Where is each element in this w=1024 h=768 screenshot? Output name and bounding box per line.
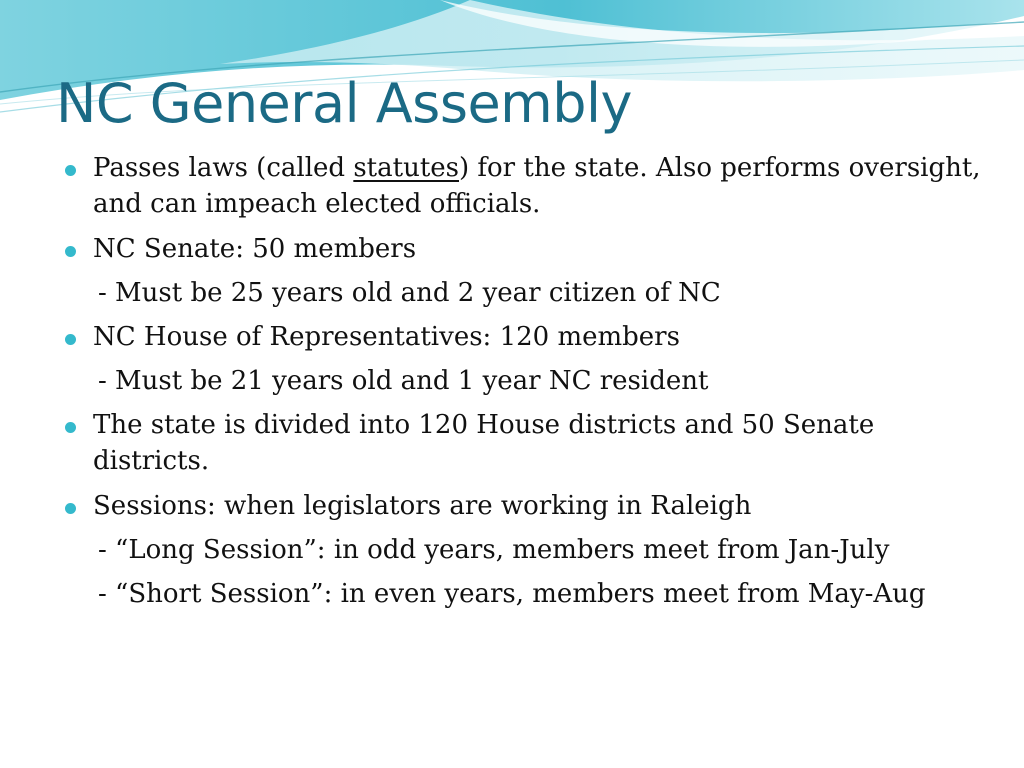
bullet-text: Sessions: when legislators are working in Raleigh [93,491,752,521]
bullet-list [63,150,983,612]
sub-item-long-session [63,532,983,568]
underlined-term: statutes [353,153,459,183]
bullet-item-senate [63,231,983,267]
sub-item-short-session [63,576,983,612]
sub-item-text: - “Short Session”: in even years, members meet from May-Aug [98,579,926,609]
sub-item-text: - Must be 21 years old and 1 year NC resident [98,366,709,396]
bullet-item-sessions [63,488,983,524]
bullet-text: The state is divided into 120 House districts and 50 Senate districts. [93,410,875,476]
bullet-text-part: ) for the state. Also performs oversight, and can impeach elected officials. [93,153,981,219]
bullet-item-house [63,319,983,355]
sub-item-text: - “Long Session”: in odd years, members meet from Jan-July [98,535,890,565]
sub-item-senate-requirement [63,275,983,311]
bullet-dot-icon [65,246,76,257]
bullet-text: NC Senate: 50 members [93,234,417,264]
bullet-dot-icon [65,422,76,433]
slide-title: NC General Assembly [56,72,633,135]
bullet-dot-icon [65,165,76,176]
bullet-item-statutes [63,150,983,222]
sub-item-house-requirement [63,363,983,399]
bullet-dot-icon [65,503,76,514]
bullet-dot-icon [65,334,76,345]
bullet-item-districts [63,407,983,479]
sub-item-text: - Must be 25 years old and 2 year citizen of NC [98,278,721,308]
bullet-text-part: Passes laws (called [93,153,354,183]
bullet-text: NC House of Representatives: 120 members [93,322,680,352]
